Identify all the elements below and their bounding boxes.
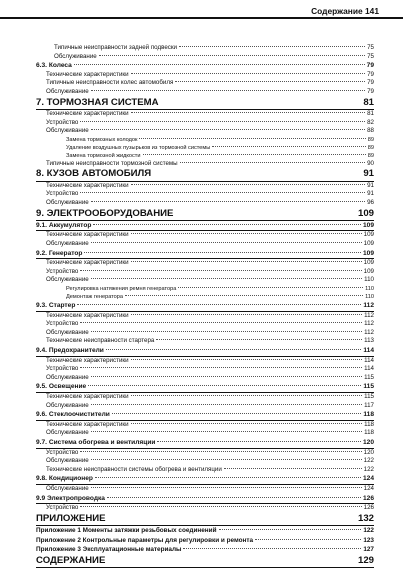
- toc-entry-title: Устройство: [46, 320, 79, 328]
- toc-dot-leader: [139, 138, 365, 139]
- toc-section: [36, 221, 374, 232]
- toc-section: [36, 61, 374, 71]
- toc-page-number: 110: [365, 286, 374, 293]
- toc-entry: [36, 293, 374, 301]
- toc-entry-title: Обслуживание: [46, 373, 89, 381]
- toc-dot-leader: [99, 55, 365, 56]
- toc-section: [36, 410, 374, 421]
- toc-dot-leader: [91, 90, 365, 91]
- toc-entry-title: 6.3. Колеса: [36, 62, 72, 70]
- toc-dot-leader: [131, 261, 362, 262]
- toc-page-number: 88: [367, 127, 374, 135]
- toc-entry-title: Устройство: [46, 118, 79, 126]
- toc-section: [36, 494, 374, 505]
- toc-entry: [36, 182, 374, 191]
- toc-entry-title: 7. ТОРМОЗНАЯ СИСТЕМА: [36, 96, 159, 108]
- toc-appendix: [36, 526, 374, 536]
- toc-dot-leader: [131, 233, 362, 234]
- toc-dot-leader: [77, 304, 361, 305]
- toc-page-number: 122: [363, 465, 374, 473]
- toc-entry: [36, 504, 374, 513]
- toc-dot-leader: [91, 201, 365, 202]
- toc-entry-title: Технические характеристики: [46, 311, 129, 319]
- toc-dot-leader: [80, 322, 362, 323]
- toc-entry-title: Обслуживание: [46, 401, 89, 409]
- toc-entry-title: Удаление воздушных пузырьков из тормозной системы: [66, 144, 211, 151]
- header-title: Содержание: [311, 6, 363, 16]
- toc-entry: [36, 329, 374, 338]
- toc-entry-title: 9.1. Аккумулятор: [36, 221, 92, 229]
- toc-entry-title: Устройство: [46, 448, 79, 456]
- toc-dot-leader: [175, 81, 365, 82]
- toc-entry-title: Обслуживание: [46, 328, 89, 336]
- toc-page-number: 109: [363, 259, 374, 267]
- toc-entry: [36, 285, 374, 293]
- toc-entry: [36, 429, 374, 438]
- toc-entry-title: Обслуживание: [46, 240, 89, 248]
- toc-dot-leader: [84, 252, 361, 253]
- toc-page-number: 109: [363, 267, 374, 275]
- toc-page-number: 79: [367, 87, 374, 95]
- toc-entry-title: Обслуживание: [46, 457, 89, 465]
- toc-entry: [36, 421, 374, 430]
- toc-dot-leader: [91, 242, 362, 243]
- toc-entry: [36, 144, 374, 152]
- toc-dot-leader: [80, 192, 365, 193]
- toc-page-number: 126: [362, 494, 374, 502]
- toc-entry-title: Обслуживание: [46, 484, 89, 492]
- toc-entry-title: Устройство: [46, 504, 79, 512]
- toc-entry: [36, 160, 374, 169]
- toc-entry: [36, 457, 374, 466]
- toc-entry-title: Демонтаж генератора: [66, 294, 124, 301]
- toc-page-number: 109: [357, 207, 374, 219]
- toc-page-number: 91: [363, 168, 374, 180]
- toc-section: [36, 474, 374, 485]
- toc-dot-leader: [180, 162, 366, 163]
- toc-entry-title: Типичные неисправности тормозной системы: [46, 159, 178, 167]
- toc-entry-title: Обслуживание: [46, 198, 89, 206]
- toc-dot-leader: [131, 112, 366, 113]
- toc-entry: [36, 231, 374, 240]
- toc-dot-leader: [183, 548, 361, 549]
- toc-dot-leader: [178, 287, 363, 288]
- toc-page-number: 81: [363, 96, 374, 108]
- toc-entry: [36, 374, 374, 383]
- toc-page-number: 126: [363, 504, 374, 512]
- toc-page-number: 110: [365, 294, 374, 301]
- toc-dot-leader: [131, 359, 363, 360]
- toc-page-number: 114: [364, 356, 374, 364]
- header-rule: [0, 17, 403, 19]
- toc-dot-leader: [131, 73, 366, 74]
- toc-dot-leader: [131, 184, 366, 185]
- toc-page-number: 118: [364, 429, 374, 437]
- toc-entry: [36, 268, 374, 277]
- toc-dot-leader: [179, 46, 365, 47]
- toc-page-number: 124: [363, 484, 374, 492]
- toc-dot-leader: [91, 331, 362, 332]
- toc-page-number: 113: [364, 337, 374, 345]
- toc-page-number: 132: [357, 512, 374, 524]
- toc-dot-leader: [255, 539, 361, 540]
- toc-page-number: 82: [367, 118, 374, 126]
- toc-entry: [36, 71, 374, 80]
- toc-dot-leader: [80, 121, 365, 122]
- toc-entry-title: Технические характеристики: [46, 259, 129, 267]
- toc-page-number: 81: [367, 109, 374, 117]
- toc-page-number: 122: [363, 527, 374, 535]
- toc-dot-leader: [156, 339, 362, 340]
- toc-page-number: 110: [364, 276, 374, 284]
- toc-entry-title: Технические характеристики: [46, 231, 129, 239]
- toc-entry: [36, 53, 374, 62]
- header-page-number: 141: [365, 6, 379, 16]
- toc-dot-leader: [157, 441, 361, 442]
- table-of-contents: [36, 44, 374, 568]
- toc-entry: [36, 152, 374, 160]
- toc-entry-title: Замена тормозной жидкости: [66, 152, 141, 159]
- toc-entry: [36, 276, 374, 285]
- toc-entry: [36, 44, 374, 53]
- toc-entry-title: 9.9 Электропроводка: [36, 494, 105, 502]
- toc-entry-title: 8. КУЗОВ АВТОМОБИЛЯ: [36, 168, 152, 180]
- toc-page-number: 75: [367, 44, 374, 51]
- toc-dot-leader: [74, 64, 365, 65]
- toc-page-number: 115: [363, 383, 374, 391]
- toc-page-number: 91: [367, 190, 374, 198]
- toc-entry-title: 9. ЭЛЕКТРООБОРУДОВАНИЕ: [36, 207, 174, 219]
- toc-entry: [36, 110, 374, 119]
- toc-page-number: 90: [367, 159, 374, 167]
- toc-page-number: 112: [363, 302, 374, 310]
- toc-page-number: 123: [363, 536, 374, 544]
- toc-page-number: 124: [362, 475, 374, 483]
- toc-page-number: 127: [363, 546, 374, 554]
- toc-entry-title: 9.3. Стартер: [36, 302, 76, 310]
- toc-page-number: 115: [364, 373, 374, 381]
- toc-entry: [36, 127, 374, 136]
- toc-entry-title: Типичные неисправности колес автомобиля: [46, 79, 174, 87]
- toc-entry-title: Устройство: [46, 190, 79, 198]
- toc-entry-title: Обслуживание: [46, 276, 89, 284]
- toc-dot-leader: [143, 154, 366, 155]
- toc-page-number: 109: [362, 249, 374, 257]
- toc-page-number: 118: [363, 411, 374, 419]
- toc-page-number: 129: [357, 554, 374, 566]
- toc-entry-title: ПРИЛОЖЕНИЕ: [36, 512, 106, 524]
- toc-dot-leader: [219, 529, 362, 530]
- toc-page-number: 75: [367, 52, 374, 60]
- toc-entry: [36, 320, 374, 329]
- toc-entry-title: 9.6. Стеклоочистители: [36, 411, 110, 419]
- toc-dot-leader: [80, 451, 361, 452]
- toc-entry: [36, 88, 374, 97]
- toc-appendix: [36, 536, 374, 546]
- toc-dot-leader: [212, 146, 366, 147]
- toc-entry-title: Типичные неисправности задней подвески: [54, 44, 178, 51]
- toc-page-number: 114: [363, 347, 374, 355]
- toc-entry-title: Технические характеристики: [46, 356, 129, 364]
- toc-page-number: 89: [367, 152, 374, 159]
- toc-entry-title: 9.2. Генератор: [36, 249, 83, 257]
- toc-dot-leader: [91, 278, 362, 279]
- toc-dot-leader: [91, 376, 362, 377]
- toc-section: [36, 301, 374, 312]
- toc-dot-leader: [80, 506, 361, 507]
- toc-appendix: [36, 545, 374, 555]
- toc-chapter: [36, 208, 374, 221]
- toc-entry: [36, 337, 374, 346]
- toc-entry-title: Обслуживание: [54, 52, 97, 60]
- toc-page-number: 118: [364, 420, 374, 428]
- toc-entry-title: Технические неисправности стартера: [46, 337, 155, 345]
- toc-entry-title: Технические характеристики: [46, 70, 129, 78]
- toc-entry-title: Замена тормозных колодок: [66, 136, 138, 143]
- toc-entry: [36, 119, 374, 128]
- toc-entry: [36, 79, 374, 88]
- toc-entry: [36, 240, 374, 249]
- toc-entry-title: Приложение 1 Моменты затяжки резьбовых соединений: [36, 527, 217, 535]
- toc-dot-leader: [131, 423, 363, 424]
- toc-page-number: 109: [362, 221, 374, 229]
- toc-dot-leader: [80, 367, 362, 368]
- toc-dot-leader: [91, 129, 365, 130]
- toc-page-number: 79: [367, 70, 374, 78]
- toc-entry: [36, 449, 374, 458]
- page-header: [311, 6, 379, 16]
- toc-entry-title: Технические характеристики: [46, 392, 129, 400]
- toc-chapter: [36, 513, 374, 526]
- toc-dot-leader: [125, 295, 363, 296]
- toc-entry-title: Технические характеристики: [46, 420, 129, 428]
- toc-section: [36, 249, 374, 260]
- toc-entry-title: Технические характеристики: [46, 181, 129, 189]
- toc-page-number: 115: [364, 392, 374, 400]
- toc-section: [36, 346, 374, 357]
- toc-entry-title: СОДЕРЖАНИЕ: [36, 554, 106, 566]
- toc-dot-leader: [80, 270, 361, 271]
- toc-dot-leader: [112, 413, 362, 414]
- toc-dot-leader: [93, 224, 361, 225]
- toc-dot-leader: [88, 385, 361, 386]
- toc-dot-leader: [91, 487, 362, 488]
- toc-entry-title: Обслуживание: [46, 429, 89, 437]
- toc-page-number: 120: [362, 438, 374, 446]
- toc-page-number: 120: [363, 448, 374, 456]
- toc-page-number: 117: [364, 401, 374, 409]
- toc-dot-leader: [91, 404, 362, 405]
- toc-chapter: [36, 555, 374, 568]
- toc-dot-leader: [91, 459, 362, 460]
- toc-dot-leader: [224, 468, 362, 469]
- toc-dot-leader: [95, 477, 361, 478]
- toc-entry: [36, 393, 374, 402]
- toc-chapter: [36, 168, 374, 181]
- toc-dot-leader: [106, 349, 362, 350]
- toc-page-number: 89: [367, 136, 374, 143]
- toc-entry: [36, 402, 374, 411]
- toc-page-number: 96: [367, 198, 374, 206]
- toc-entry-title: Технические характеристики: [46, 109, 129, 117]
- toc-page-number: 112: [364, 328, 374, 336]
- toc-entry-title: Устройство: [46, 267, 79, 275]
- toc-page-number: 79: [367, 79, 374, 87]
- toc-entry-title: Регулировка натяжения ремня генератора: [66, 286, 177, 293]
- toc-entry-title: 9.4. Предохранители: [36, 347, 104, 355]
- toc-page-number: 112: [364, 320, 374, 328]
- toc-entry-title: 9.5. Освещение: [36, 383, 87, 391]
- toc-dot-leader: [107, 497, 361, 498]
- toc-page-number: 112: [364, 311, 374, 319]
- toc-dot-leader: [91, 431, 362, 432]
- toc-entry-title: Приложение 2 Контрольные параметры для регулировки и ремонта: [36, 536, 254, 544]
- toc-entry-title: Технические неисправности системы обогрева и вентиляции: [46, 465, 222, 473]
- toc-entry-title: Приложение 3 Эксплуатационные материалы: [36, 546, 182, 554]
- toc-entry-title: Обслуживание: [46, 87, 89, 95]
- toc-dot-leader: [131, 314, 363, 315]
- toc-entry-title: 9.8. Кондиционер: [36, 475, 93, 483]
- toc-page-number: 109: [363, 240, 374, 248]
- toc-entry: [36, 312, 374, 321]
- toc-entry-title: Устройство: [46, 365, 79, 373]
- toc-chapter: [36, 97, 374, 110]
- toc-dot-leader: [131, 395, 363, 396]
- toc-entry: [36, 259, 374, 268]
- toc-section: [36, 438, 374, 449]
- toc-entry: [36, 199, 374, 208]
- toc-page-number: 109: [363, 231, 374, 239]
- toc-entry-title: 9.7. Система обогрева и вентиляции: [36, 438, 156, 446]
- toc-entry: [36, 365, 374, 374]
- toc-entry: [36, 357, 374, 366]
- toc-entry: [36, 136, 374, 144]
- toc-page-number: 79: [366, 62, 374, 70]
- toc-entry: [36, 485, 374, 494]
- toc-section: [36, 382, 374, 393]
- toc-entry-title: Обслуживание: [46, 127, 89, 135]
- toc-entry: [36, 190, 374, 199]
- toc-page-number: 114: [364, 365, 374, 373]
- toc-entry: [36, 466, 374, 475]
- toc-page-number: 89: [367, 144, 374, 151]
- toc-page-number: 122: [363, 457, 374, 465]
- toc-page-number: 91: [367, 181, 374, 189]
